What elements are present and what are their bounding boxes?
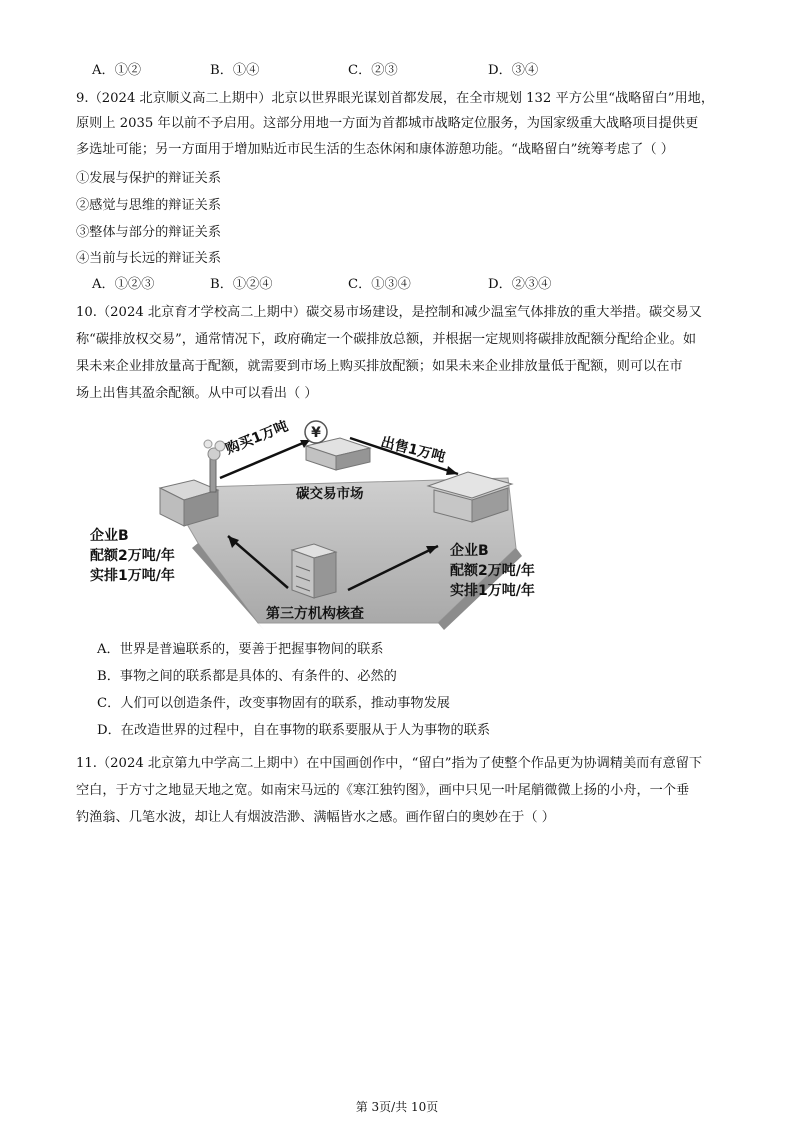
q9-option-a[interactable]: A．①②③ — [92, 277, 155, 292]
q8-option-d[interactable]: D．③④ — [488, 63, 539, 78]
q9-option-b[interactable]: B．①②④ — [210, 277, 273, 292]
carbon-market-figure — [88, 418, 608, 630]
left-company-name: 企业B — [90, 528, 129, 544]
q10-option-a[interactable]: A．世界是普遍联系的，要善于把握事物间的联系 — [97, 642, 384, 657]
sell-label: 出售1万吨 — [379, 434, 447, 466]
q8-option-b[interactable]: B．①④ — [210, 63, 260, 78]
q11-stem-line-1: 11.（2024 北京第九中学高二上期中）在中国画创作中，“留白”指为了使整个作品更为协调精美而有意留下 — [76, 756, 703, 771]
q10-stem-line-4: 场上出售其盈余配额。从中可以看出（ ） — [76, 386, 318, 401]
q8-option-a[interactable]: A．①② — [92, 63, 142, 78]
market-building — [305, 421, 370, 470]
page-footer: 第 3页/共 10页 — [355, 1100, 439, 1114]
q10-option-c[interactable]: C．人们可以创造条件，改变事物固有的联系，推动事物发展 — [97, 696, 450, 711]
right-company-quota: 配额2万吨/年 — [450, 563, 535, 579]
q10-stem-line-1: 10.（2024 北京育才学校高二上期中）碳交易市场建设，是控制和减少温室气体排放的重大举措。碳交易又 — [76, 305, 702, 320]
left-company-quota: 配额2万吨/年 — [90, 548, 175, 564]
q10-option-d[interactable]: D．在改造世界的过程中，自在事物的联系要服从于人为事物的联系 — [97, 723, 491, 738]
q10-stem-line-3: 果未来企业排放量高于配额，就需要到市场上购买排放配额；如果未来企业排放量低于配额，则可以在市 — [76, 359, 683, 374]
q9-option-d[interactable]: D．②③④ — [488, 277, 552, 292]
q9-stem-line-1: 9.（2024 北京顺义高二上期中）北京以世界眼光谋划首都发展，在全市规划 132 平方公里“战略留白”用地， — [76, 91, 715, 106]
q9-statement-3: ③整体与部分的辩证关系 — [76, 225, 222, 240]
q9-statement-2: ②感觉与思维的辩证关系 — [76, 198, 222, 213]
q9-statement-1: ①发展与保护的辩证关系 — [76, 171, 222, 186]
right-company-actual: 实排1万吨/年 — [450, 583, 535, 599]
q10-option-b[interactable]: B．事物之间的联系都是具体的、有条件的、必然的 — [97, 669, 397, 684]
q9-option-c[interactable]: C．①③④ — [348, 277, 411, 292]
carbon-market-illustration — [88, 418, 608, 630]
q11-stem-line-3: 钓渔翁、几笔水波，却让人有烟波浩渺、满幅皆水之感。画作留白的奥妙在于（ ） — [76, 810, 555, 825]
yuan-icon: ¥ — [311, 425, 321, 441]
q9-statement-4: ④当前与长远的辩证关系 — [76, 251, 222, 266]
left-company-actual: 实排1万吨/年 — [90, 568, 175, 584]
q11-stem-line-2: 空白，于方寸之地显天地之宽。如南宋马远的《寒江独钓图》，画中只见一叶尾艄微微上扬的小舟，一个垂 — [76, 783, 690, 798]
right-company-name: 企业B — [450, 543, 489, 559]
verify-label: 第三方机构核查 — [266, 606, 364, 622]
verification-building — [292, 544, 336, 598]
q9-stem-line-2: 原则上 2035 年以前不予启用。这部分用地一方面为首都城市战略定位服务，为国家级重大战略项目提供更 — [76, 116, 699, 131]
q10-stem-line-2: 称“碳排放权交易”，通常情况下，政府确定一个碳排放总额，并根据一定规则将碳排放配额分配给企业。如 — [76, 332, 697, 347]
left-factory — [160, 440, 225, 526]
q8-option-c[interactable]: C．②③ — [348, 63, 398, 78]
buy-label: 购买1万吨 — [223, 418, 291, 458]
q9-stem-line-3: 多选址可能；另一方面用于增加贴近市民生活的生态休闲和康体游憩功能。“战略留白”统筹考虑了（ ） — [76, 142, 674, 157]
market-label: 碳交易市场 — [296, 486, 364, 502]
